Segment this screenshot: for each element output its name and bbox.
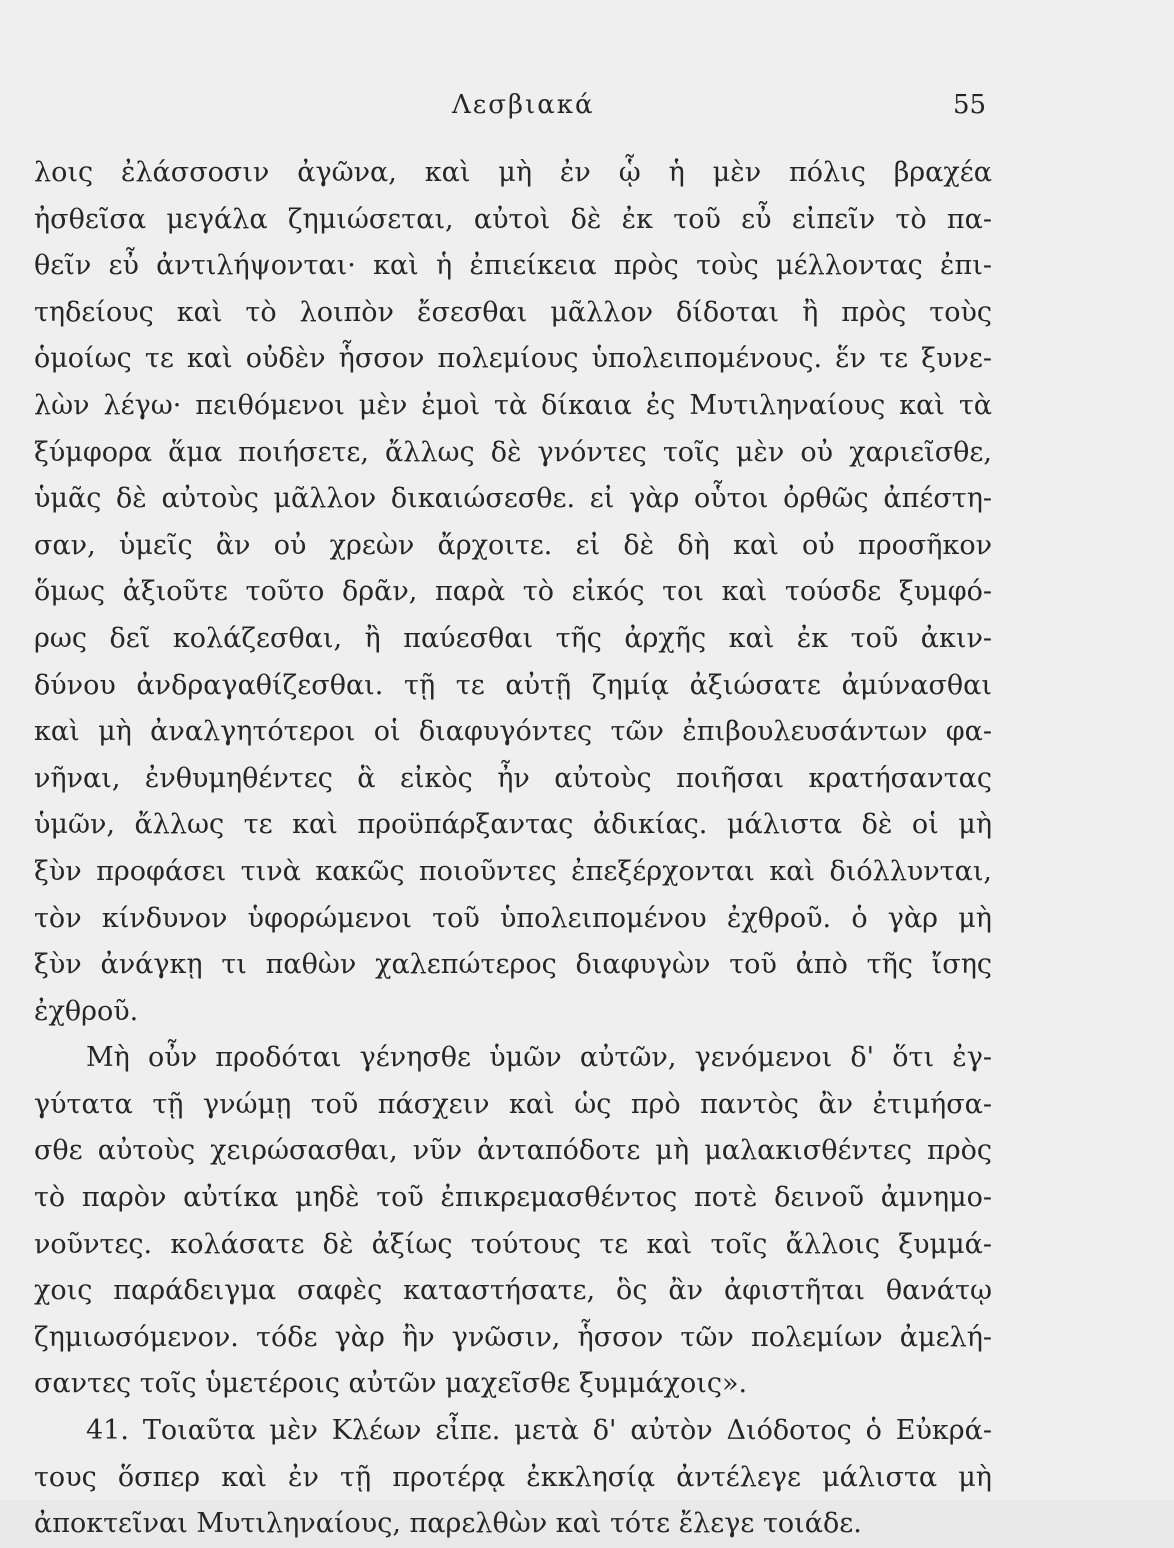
text-line: δύνου ἀνδραγαθίζεσθαι. τῇ τε αὐτῇ ζημίᾳ ἀξιώσατε ἀμύνασθαι [34,669,992,701]
text-line: ἀποκτεῖναι Μυτιληναίους, παρελθὼν καὶ τότε ἔλεγε τοιάδε. [34,1508,862,1540]
text-line: τὸ παρὸν αὐτίκα μηδὲ τοῦ ἐπικρεμασθέντος ποτὲ δεινοῦ ἀμνημο- [34,1182,992,1214]
text-line: θεῖν εὖ ἀντιλήψονται· καὶ ἡ ἐπιείκεια πρὸς τοὺς μέλλοντας ἐπι- [34,250,992,282]
text-line: λοις ἐλάσσοσιν ἀγῶνα, καὶ μὴ ἐν ᾧ ἡ μὲν πόλις βραχέα [34,157,992,188]
text-line: καὶ μὴ ἀναλγητότεροι οἱ διαφυγόντες τῶν ἐπιβουλευσάντων φα- [34,716,992,748]
text-line: ὑμᾶς δὲ αὐτοὺς μᾶλλον δικαιώσεσθε. εἰ γὰρ οὗτοι ὀρθῶς ἀπέστη- [34,483,992,515]
text-line: Μὴ οὖν προδόται γένησθε ὑμῶν αὐτῶν, γενόμενοι δ' ὅτι ἐγ- [86,1042,992,1074]
text-line: γύτατα τῇ γνώμῃ τοῦ πάσχειν καὶ ὡς πρὸ παντὸς ἂν ἐτιμήσα- [34,1088,992,1120]
text-line: ἐχθροῦ. [34,995,139,1027]
text-line: ὅμως ἀξιοῦτε τοῦτο δρᾶν, παρὰ τὸ εἰκός τοι καὶ τούσδε ξυμφό- [34,576,992,608]
paragraph [34,150,992,1035]
running-title: Λεσβιακά [452,90,595,120]
page-number: 55 [953,90,987,120]
text-line: ξὺν ἀνάγκῃ τι παθὼν χαλεπώτερος διαφυγὼν τοῦ ἀπὸ τῆς ἴσης [34,949,992,981]
text-line: τηδείους καὶ τὸ λοιπὸν ἔσεσθαι μᾶλλον δίδοται ἢ πρὸς τοὺς [34,296,992,328]
text-line: ξύμφορα ἅμα ποιήσετε, ἄλλως δὲ γνόντες τοῖς μὲν οὐ χαριεῖσθε, [34,436,992,468]
text-line: λὼν λέγω· πειθόμενοι μὲν ἐμοὶ τὰ δίκαια ἐς Μυτιληναίους καὶ τὰ [34,389,992,421]
text-line: τὸν κίνδυνον ὑφορώμενοι τοῦ ὑπολειπομένου ἐχθροῦ. ὁ γὰρ μὴ [34,902,992,934]
text-line: σαντες τοῖς ὑμετέροις αὐτῶν μαχεῖσθε ξυμμάχοις». [34,1368,748,1400]
text-line: νῆναι, ἐνθυμηθέντες ἃ εἰκὸς ἦν αὐτοὺς ποιῆσαι κρατήσαντας [34,762,992,794]
text-line: 41. Τοιαῦτα μὲν Κλέων εἶπε. μετὰ δ' αὐτὸν Διόδοτος ὁ Εὐκρά- [86,1415,992,1447]
text-line: νοῦντες. κολάσατε δὲ ἀξίως τούτους τε καὶ τοῖς ἄλλοις ξυμμά- [34,1228,992,1260]
page-body [34,150,992,1548]
text-line: ἠσθεῖσα μεγάλα ζημιώσεται, αὐτοὶ δὲ ἐκ τοῦ εὖ εἰπεῖν τὸ πα- [34,203,992,235]
text-line: σαν, ὑμεῖς ἂν οὐ χρεὼν ἄρχοιτε. εἰ δὲ δὴ καὶ οὐ προσῆκον [34,529,992,561]
text-line: χοις παράδειγμα σαφὲς καταστήσατε, ὃς ἂν ἀφιστῆται θανάτῳ [34,1275,992,1307]
text-line: ζημιωσόμενον. τόδε γὰρ ἢν γνῶσιν, ἧσσον τῶν πολεμίων ἀμελή- [34,1321,992,1353]
paragraph [34,1408,992,1548]
text-line: ρως δεῖ κολάζεσθαι, ἢ παύεσθαι τῆς ἀρχῆς καὶ ἐκ τοῦ ἀκιν- [34,622,992,654]
paragraph [34,1035,992,1408]
running-head [0,86,1174,126]
text-line: ξὺν προφάσει τινὰ κακῶς ποιοῦντες ἐπεξέρχονται καὶ διόλλυνται, [34,855,992,887]
text-line: ὑμῶν, ἄλλως τε καὶ προϋπάρξαντας ἀδικίας. μάλιστα δὲ οἱ μὴ [34,809,992,841]
text-line: σθε αὐτοὺς χειρώσασθαι, νῦν ἀνταπόδοτε μὴ μαλακισθέντες πρὸς [34,1135,992,1167]
text-line: ὁμοίως τε καὶ οὐδὲν ἧσσον πολεμίους ὑπολειπομένους. ἕν τε ξυνε- [34,343,992,375]
text-line: τους ὅσπερ καὶ ἐν τῇ προτέρᾳ ἐκκλησίᾳ ἀντέλεγε μάλιστα μὴ [34,1461,992,1493]
